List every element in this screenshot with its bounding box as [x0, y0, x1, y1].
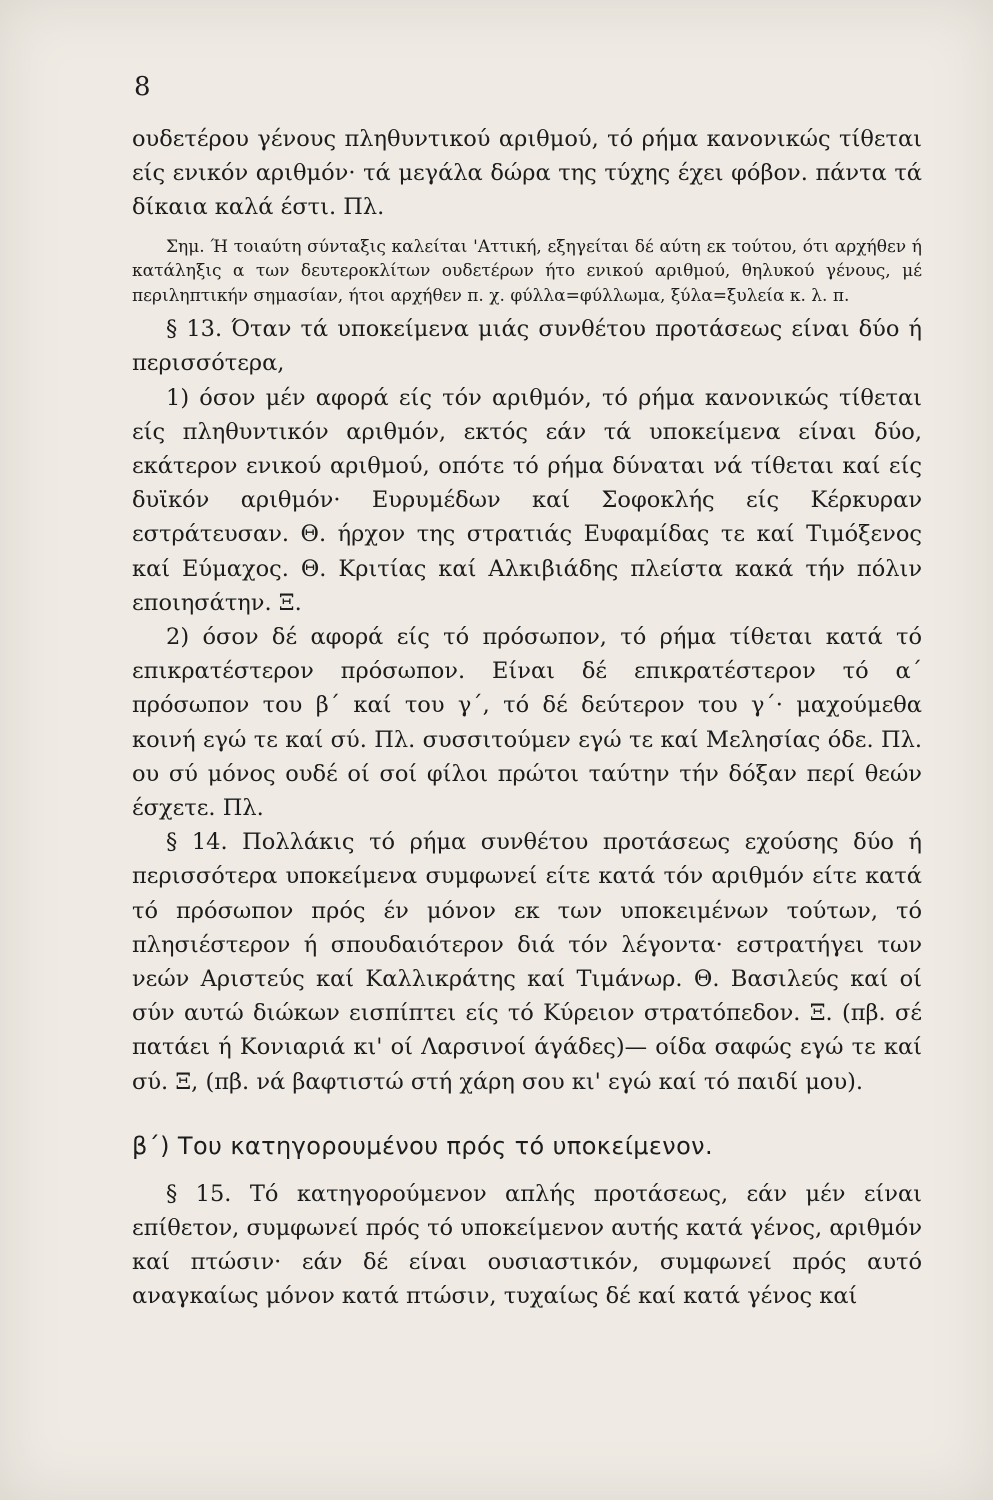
paragraph-continuation: ουδετέρου γένους πληθυντικού αριθμού, τό ρήμα κανονικώς τίθεται είς ενικόν αριθμόν· τά μεγάλα δώρα της τύχης έχει φόβον. πάντα τά δίκαια καλά έστι. Πλ. [132, 126, 922, 221]
page-body [132, 122, 922, 1314]
section-13-point-2: 2) όσον δέ αφορά είς τό πρόσωπον, τό ρήμα τίθεται κατά τό επικρατέστερον πρόσωπον. Είναι δέ επικρατέστερον τό α΄ πρόσωπον του β΄ καί του γ΄, τό δέ δεύτερον του γ΄· μαχούμεθα κοινή εγώ τε καί σύ. Πλ. συσσιτούμεν εγώ τε καί Μελησίας όδε. Πλ. ου σύ μόνος ουδέ οί σοί φίλοι πρώτοι ταύτην τήν δόξαν περί θεών έσχετε. Πλ. [132, 623, 922, 821]
section-heading: β΄) Του κατηγορουμένου πρός τό υποκείμενον. [132, 1131, 714, 1160]
section-13-intro: § 13. Όταν τά υποκείμενα μιάς συνθέτου προτάσεως είναι δύο ή περισσότερα, [132, 316, 922, 377]
section-15: § 15. Τό κατηγορούμενον απλής προτάσεως, εάν μέν είναι επίθετον, συμφωνεί πρός τό υποκείμενον αυτής κατά γένος, αριθμόν καί πτώσιν· εάν δέ είναι ουσιαστικόν, συμφωνεί πρός αυτό αναγκαίως μόνον κατά πτώσιν, τυχαίως δέ καί κατά γένος καί [132, 1180, 922, 1310]
section-13-point-1: 1) όσον μέν αφορά είς τόν αριθμόν, τό ρήμα κανονικώς τίθεται είς πληθυντικόν αριθμόν, εκτός εάν τά υποκείμενα είναι δύο, εκάτερον ενικού αριθμού, οπότε τό ρήμα δύναται νά τίθεται καί είς δυϊκόν αριθμόν· Ευρυμέδων καί Σοφοκλής είς Κέρκυραν εστράτευσαν. Θ. ήρχον της στρατιάς Ευφαμίδας τε καί Τιμόξενος καί Εύμαχος. Θ. Κριτίας καί Αλκιβιάδης πλείστα κακά τήν πόλιν εποιησάτην. Ξ. [132, 384, 922, 616]
section-14: § 14. Πολλάκις τό ρήμα συνθέτου προτάσεως εχούσης δύο ή περισσότερα υποκείμενα συμφωνεί είτε κατά τόν αριθμόν είτε κατά τό πρόσωπον πρός έν μόνον εκ των υποκειμένων τούτων, τό πλησιέστερον ή σπουδαιότερον διά τόν λέγοντα· εστρατήγει των νεών Αριστεύς καί Καλλικράτης καί Τιμάνωρ. Θ. Βασιλεύς καί οί σύν αυτώ διώκων εισπίπτει είς τό Κύρειον στρατόπεδον. Ξ. (πβ. σέ πατάει ή Κονιαριά κι' οί Λαρσινοί άγάδες)— οίδα σαφώς εγώ τε καί σύ. Ξ, (πβ. νά βαφτιστώ στή χάρη σου κι' εγώ καί τό παιδί μου). [132, 829, 922, 1095]
footnote-semeiosis: Σημ. Ή τοιαύτη σύνταξις καλείται 'Αττική, εξηγείται δέ αύτη εκ τούτου, ότι αρχήθεν ή κατάληξις α των δευτεροκλίτων ουδετέρων ήτο ενικού αριθμού, θηλυκού γένους, μέ περιληπτικήν σημασίαν, ήτοι αρχήθεν π. χ. φύλλα=φύλλωμα, ξύλα=ξυλεία κ. λ. π. [132, 236, 922, 306]
page-number: 8 [134, 72, 151, 102]
